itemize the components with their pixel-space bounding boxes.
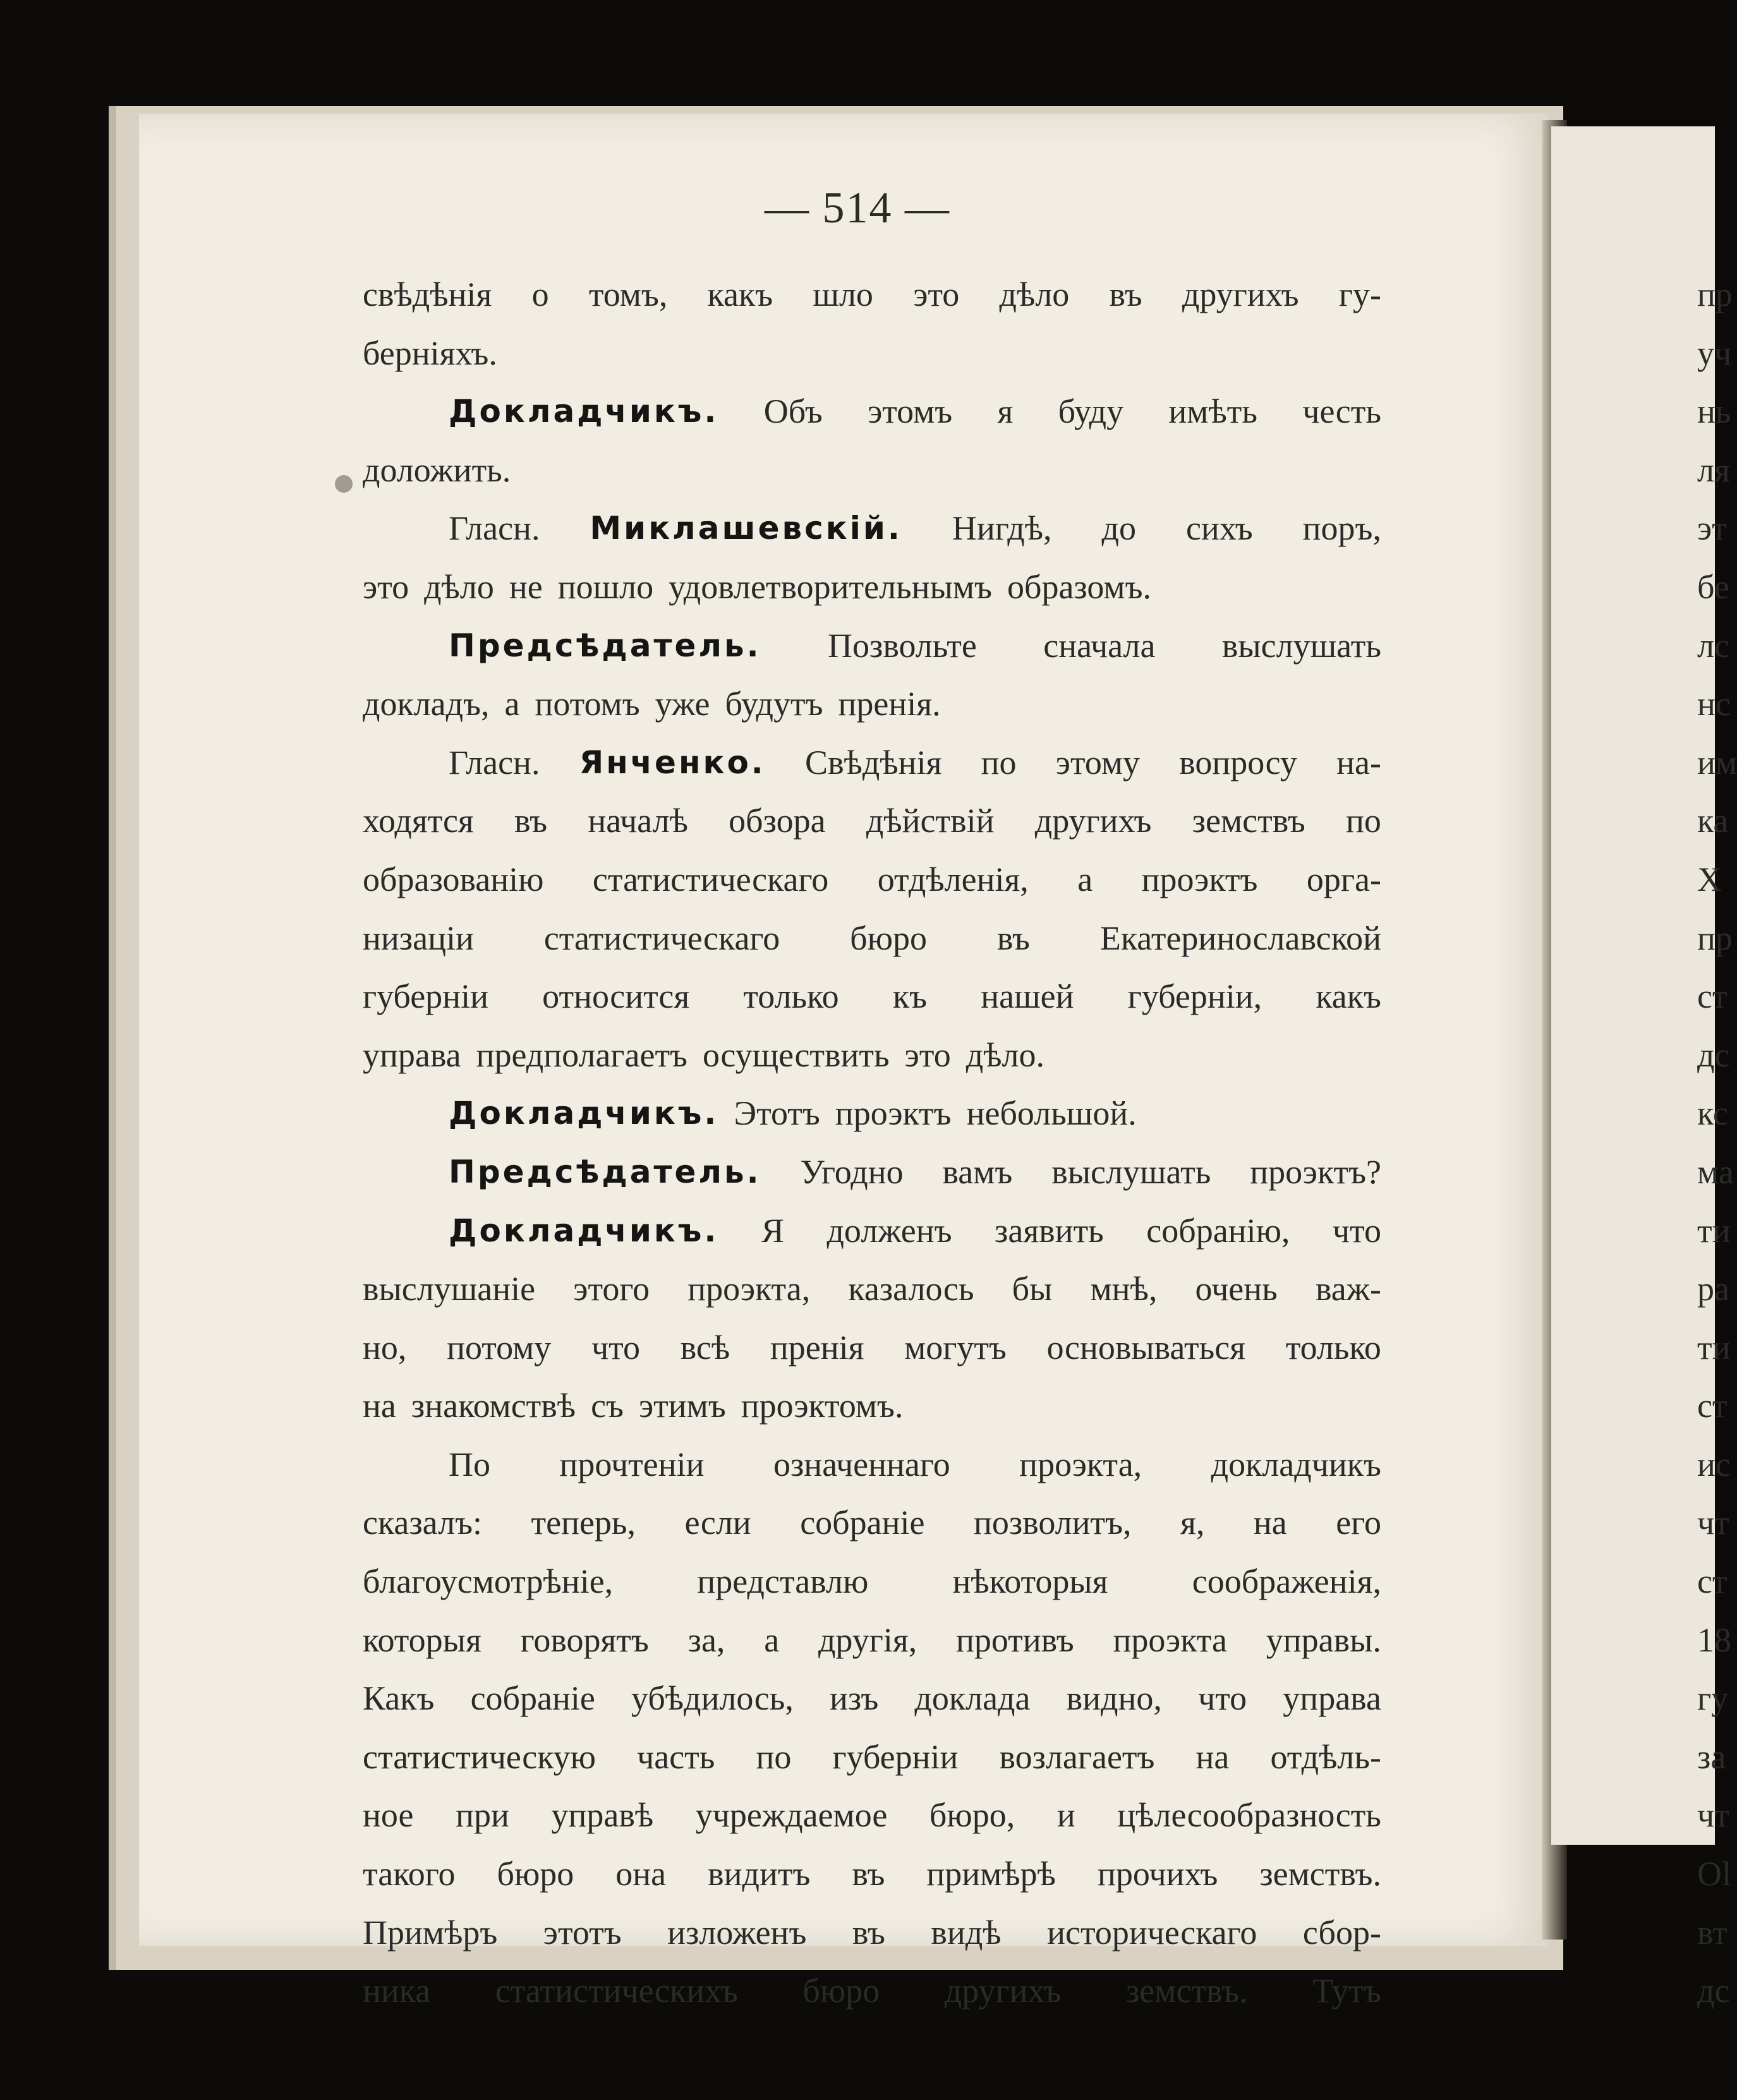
text-line xyxy=(363,733,1381,792)
word: отдѣленія, xyxy=(877,860,1029,898)
word: по xyxy=(756,1737,792,1776)
word: управѣ xyxy=(551,1796,654,1835)
word: буду xyxy=(1058,392,1124,431)
word: собраніе xyxy=(470,1679,595,1718)
word: которыя xyxy=(363,1620,481,1659)
right-page-fragment-line: гу xyxy=(1697,1679,1729,1718)
right-page-fragment-line: кс xyxy=(1697,1094,1728,1133)
word: вамъ xyxy=(942,1152,1013,1191)
right-page-text xyxy=(1697,265,1737,2020)
word: отдѣль- xyxy=(1270,1737,1381,1776)
word: выслушать xyxy=(1221,626,1381,665)
word: проэктъ xyxy=(1141,860,1258,898)
paragraph xyxy=(363,1202,1381,1435)
paragraph xyxy=(363,499,1381,616)
word: докладчикъ xyxy=(1211,1445,1381,1483)
word: орга- xyxy=(1306,860,1381,898)
word: видно, xyxy=(1066,1679,1162,1718)
word: всѣ xyxy=(680,1328,730,1367)
speaker-name: Предсѣдатель. xyxy=(449,627,761,664)
word: важ- xyxy=(1315,1270,1381,1308)
text-line xyxy=(363,792,1381,850)
word: ное xyxy=(363,1796,414,1835)
word: видѣ xyxy=(931,1913,1002,1952)
word: благоусмотрѣніе, xyxy=(363,1562,614,1601)
word: шло xyxy=(813,275,873,313)
word: такого xyxy=(363,1855,456,1893)
body-text xyxy=(363,265,1381,2020)
word: она xyxy=(615,1855,667,1893)
word: а xyxy=(1077,860,1093,898)
text-line xyxy=(363,1319,1381,1377)
word: потомъ xyxy=(535,685,640,723)
word: образованію xyxy=(363,860,544,898)
word: томъ, xyxy=(588,275,668,313)
word: Угодно xyxy=(800,1152,904,1191)
right-page-fragment-line: дс xyxy=(1697,1035,1730,1074)
right-page-fragment-line: им xyxy=(1697,743,1737,781)
word: позволитъ, xyxy=(973,1504,1132,1542)
speaker-name: Докладчикъ. xyxy=(449,1212,719,1249)
word: бы xyxy=(1012,1270,1053,1308)
right-page-fragment-line: ля xyxy=(1697,450,1730,489)
word: нѣкоторыя xyxy=(952,1562,1108,1601)
word: бюро xyxy=(850,919,927,957)
paragraph xyxy=(363,265,1381,382)
right-page-fragment-line: за xyxy=(1697,1737,1726,1776)
word: противъ xyxy=(955,1620,1074,1659)
word: по xyxy=(981,743,1017,781)
word: изъ xyxy=(830,1679,879,1718)
text-line xyxy=(363,1552,1381,1611)
word: представлю xyxy=(697,1562,869,1601)
word: прочтеніи xyxy=(559,1445,705,1483)
paragraph xyxy=(363,733,1381,1085)
word: статистическаго xyxy=(543,919,780,957)
word: это xyxy=(913,275,960,313)
word: собраніе xyxy=(800,1504,925,1542)
word: выслушаніе xyxy=(363,1270,536,1308)
word: дѣйствій xyxy=(866,802,995,840)
word: осуществить xyxy=(702,1035,890,1074)
word: казалось xyxy=(848,1270,974,1308)
word: означеннаго xyxy=(773,1445,950,1483)
right-page-fragment-line: нс xyxy=(1697,685,1731,723)
speaker-name: Янченко. xyxy=(579,744,766,781)
right-page-fragment-line: пр xyxy=(1697,919,1733,957)
word: цѣлесообразность xyxy=(1117,1796,1381,1835)
word: при xyxy=(456,1796,509,1835)
text-line xyxy=(363,909,1381,968)
word: но, xyxy=(363,1328,407,1367)
word: я, xyxy=(1180,1504,1205,1542)
right-page-fragment-line: вт xyxy=(1697,1913,1728,1952)
right-page-fragment-line: чт xyxy=(1697,1796,1729,1835)
word: дѣло xyxy=(999,275,1070,313)
word: удовлетворительнымъ xyxy=(669,567,992,606)
right-page-fragment-line: дс xyxy=(1697,1972,1730,2010)
speaker-name: Докладчикъ. xyxy=(449,393,719,430)
word: бюро xyxy=(497,1855,574,1893)
word: имѣть xyxy=(1168,392,1258,431)
word: губерніи xyxy=(832,1737,959,1776)
paragraph xyxy=(363,617,1381,733)
right-page-fragment-line: ма xyxy=(1697,1152,1734,1191)
right-page-fragment-line: чт xyxy=(1697,1504,1729,1542)
word: я xyxy=(997,392,1014,431)
word: знакомствѣ xyxy=(411,1387,576,1425)
word: могутъ xyxy=(904,1328,1007,1367)
word: бюро xyxy=(802,1972,880,2010)
word: статистическую xyxy=(363,1737,596,1776)
text-line xyxy=(363,558,1381,617)
word: земствъ. xyxy=(1125,1972,1248,2010)
word: предполагаетъ xyxy=(476,1035,687,1074)
word: выслушать xyxy=(1051,1152,1211,1191)
word: къ xyxy=(892,977,928,1016)
word: вопросу xyxy=(1179,743,1297,781)
right-page-fragment-line: ка xyxy=(1697,802,1729,840)
word: заявить xyxy=(995,1211,1104,1250)
word: земствъ xyxy=(1192,802,1305,840)
word: берніяхъ. xyxy=(363,334,497,372)
word: въ xyxy=(852,1913,885,1952)
word: проэктомъ. xyxy=(741,1387,904,1425)
right-page-fragment xyxy=(1551,126,1715,1845)
word: относится xyxy=(542,977,690,1016)
word: Позвольте xyxy=(828,626,977,665)
word: если xyxy=(684,1504,751,1542)
word: очень xyxy=(1195,1270,1278,1308)
word: сихъ xyxy=(1185,509,1253,548)
word: доложить. xyxy=(363,450,511,489)
right-page-fragment-line: Ol xyxy=(1697,1855,1731,1893)
text-line xyxy=(363,617,1381,675)
word: историческаго xyxy=(1047,1913,1257,1952)
right-page-fragment-line: лс xyxy=(1697,626,1729,665)
right-page-fragment-line: ра xyxy=(1697,1270,1729,1308)
speaker-title: Гласн. xyxy=(449,509,540,548)
text-line xyxy=(363,1611,1381,1670)
word: губерніи xyxy=(363,977,488,1016)
word: Свѣдѣнія xyxy=(805,743,942,781)
text-line xyxy=(363,1202,1381,1260)
word: это xyxy=(363,567,409,606)
word: соображенія, xyxy=(1192,1562,1381,1601)
word: земствъ. xyxy=(1259,1855,1381,1893)
speaker-name: Предсѣдатель. xyxy=(449,1153,761,1190)
word: нашей xyxy=(981,977,1074,1016)
word: доклада xyxy=(914,1679,1031,1718)
word: сбор- xyxy=(1302,1913,1381,1952)
speaker-name: Докладчикъ. xyxy=(449,1095,719,1132)
word: какъ xyxy=(707,275,773,313)
right-page-fragment-line: бе xyxy=(1697,567,1729,606)
word: небольшой. xyxy=(966,1094,1137,1133)
word: въ xyxy=(996,919,1030,957)
word: ника xyxy=(363,1972,431,2010)
word: проэкта, xyxy=(1019,1445,1142,1483)
word: на- xyxy=(1336,743,1381,781)
word: на xyxy=(363,1387,396,1425)
word: губерніи, xyxy=(1127,977,1262,1016)
word: другихъ xyxy=(1034,802,1152,840)
right-page-fragment-line: Х xyxy=(1697,860,1722,898)
word: Я xyxy=(761,1211,784,1250)
word: въ xyxy=(1109,275,1142,313)
word: потому xyxy=(447,1328,552,1367)
word: другія, xyxy=(818,1620,917,1659)
word: изложенъ xyxy=(667,1913,807,1952)
word: въ xyxy=(852,1855,885,1893)
text-line xyxy=(363,265,1381,324)
text-line xyxy=(363,1260,1381,1319)
right-page-fragment-line: нь xyxy=(1697,392,1731,431)
word: до xyxy=(1101,509,1136,548)
right-page-fragment-line: пр xyxy=(1697,275,1733,313)
text-line xyxy=(363,1904,1381,1962)
word: управы. xyxy=(1266,1620,1381,1659)
word: дѣло xyxy=(424,567,494,606)
text-line xyxy=(363,1786,1381,1845)
right-page-fragment-line: ст xyxy=(1697,1562,1728,1601)
word: не xyxy=(509,567,543,606)
word: этому xyxy=(1055,743,1141,781)
word: долженъ xyxy=(826,1211,952,1250)
paragraph xyxy=(363,1435,1381,2020)
word: сначала xyxy=(1043,626,1156,665)
word: ходятся xyxy=(363,802,474,840)
word: Тутъ xyxy=(1312,1972,1381,2010)
text-line xyxy=(363,850,1381,909)
word: докладъ, xyxy=(363,685,490,723)
page-number: — 514 — xyxy=(765,184,950,232)
paragraph xyxy=(363,1143,1381,1202)
text-line xyxy=(363,1435,1381,1494)
word: о xyxy=(531,275,549,313)
word: поръ, xyxy=(1302,509,1381,548)
word: его xyxy=(1336,1504,1381,1542)
word: этого xyxy=(573,1270,650,1308)
right-page-fragment-line: ст xyxy=(1697,977,1728,1016)
word: пошло xyxy=(557,567,654,606)
word: что xyxy=(591,1328,641,1367)
word: прочихъ xyxy=(1097,1855,1218,1893)
text-line xyxy=(363,1669,1381,1728)
word: статистическаго xyxy=(592,860,829,898)
right-page-fragment-line: ти xyxy=(1697,1211,1731,1250)
right-page-fragment-line: ти xyxy=(1697,1328,1731,1367)
word: пренія. xyxy=(838,685,941,723)
word: примѣрѣ xyxy=(926,1855,1056,1893)
word: Екатеринославской xyxy=(1099,919,1381,957)
word: только xyxy=(1285,1328,1381,1367)
word: этомъ xyxy=(868,392,953,431)
word: что xyxy=(1198,1679,1247,1718)
word: Примѣръ xyxy=(363,1913,498,1952)
word: началѣ xyxy=(588,802,688,840)
word: низаціи xyxy=(363,919,474,957)
right-page-fragment-line: эт xyxy=(1697,509,1727,548)
word: этимъ xyxy=(638,1387,726,1425)
word: управа xyxy=(1283,1679,1381,1718)
word: основываться xyxy=(1046,1328,1246,1367)
word: мнѣ, xyxy=(1090,1270,1158,1308)
word: это xyxy=(904,1035,951,1074)
word: образомъ. xyxy=(1007,567,1151,606)
word: съ xyxy=(591,1387,624,1425)
right-page-fragment-line: уч xyxy=(1697,334,1732,372)
word: дѣло. xyxy=(965,1035,1044,1074)
text-line xyxy=(363,1494,1381,1552)
text-line xyxy=(363,1084,1381,1143)
word: а xyxy=(764,1620,780,1659)
word: говорятъ xyxy=(520,1620,649,1659)
word: обзора xyxy=(729,802,826,840)
text-line xyxy=(363,1026,1381,1085)
text-line xyxy=(363,441,1381,500)
word: Нигдѣ, xyxy=(952,509,1052,548)
word: возлагаетъ xyxy=(999,1737,1155,1776)
text-line xyxy=(363,675,1381,733)
paragraph xyxy=(363,1084,1381,1143)
paragraph xyxy=(363,382,1381,499)
speaker-name: Миклашевскій. xyxy=(590,510,902,547)
word: а xyxy=(504,685,520,723)
word: собранію, xyxy=(1146,1211,1290,1250)
word: часть xyxy=(637,1737,715,1776)
word: гу- xyxy=(1338,275,1381,313)
word: этотъ xyxy=(543,1913,622,1952)
word: учреждаемое xyxy=(695,1796,888,1835)
word: проэкта xyxy=(1113,1620,1227,1659)
word: и xyxy=(1056,1796,1075,1835)
text-line xyxy=(363,1377,1381,1435)
text-line xyxy=(363,1845,1381,1904)
word: Этотъ xyxy=(734,1094,820,1133)
word: другихъ xyxy=(1182,275,1299,313)
word: на xyxy=(1253,1504,1287,1542)
text-line xyxy=(363,1962,1381,2020)
word: Какъ xyxy=(363,1679,435,1718)
word: проэкта, xyxy=(687,1270,811,1308)
word: за, xyxy=(687,1620,725,1659)
text-line xyxy=(363,1143,1381,1202)
word: только xyxy=(743,977,839,1016)
word: уже xyxy=(655,685,710,723)
word: видитъ xyxy=(708,1855,811,1893)
word: статистическихъ xyxy=(495,1972,738,2010)
word: сказалъ: xyxy=(363,1504,482,1542)
word: Объ xyxy=(763,392,823,431)
word: на xyxy=(1195,1737,1230,1776)
text-line xyxy=(363,382,1381,441)
word: какъ xyxy=(1316,977,1381,1016)
word: управа xyxy=(363,1035,461,1074)
right-page-fragment-line: 18 xyxy=(1697,1620,1731,1659)
word: по xyxy=(1346,802,1381,840)
text-line xyxy=(363,967,1381,1026)
word: бюро, xyxy=(929,1796,1015,1835)
word: По xyxy=(449,1445,490,1483)
text-line xyxy=(363,324,1381,383)
word: убѣдилось, xyxy=(631,1679,794,1718)
word: свѣдѣнія xyxy=(363,275,492,313)
right-page-fragment-line: ис xyxy=(1697,1445,1731,1483)
ink-stain xyxy=(335,475,353,493)
word: честь xyxy=(1302,392,1381,431)
right-page-fragment-line: ст xyxy=(1697,1387,1728,1425)
word: проэктъ xyxy=(835,1094,952,1133)
word: пренія xyxy=(770,1328,864,1367)
word: другихъ xyxy=(944,1972,1062,2010)
word: теперь, xyxy=(531,1504,636,1542)
word: что xyxy=(1332,1211,1381,1250)
speaker-title: Гласн. xyxy=(449,743,540,781)
word: проэктъ? xyxy=(1250,1152,1381,1191)
word: въ xyxy=(514,802,548,840)
text-line xyxy=(363,499,1381,558)
word: будутъ xyxy=(725,685,823,723)
text-line xyxy=(363,1728,1381,1787)
